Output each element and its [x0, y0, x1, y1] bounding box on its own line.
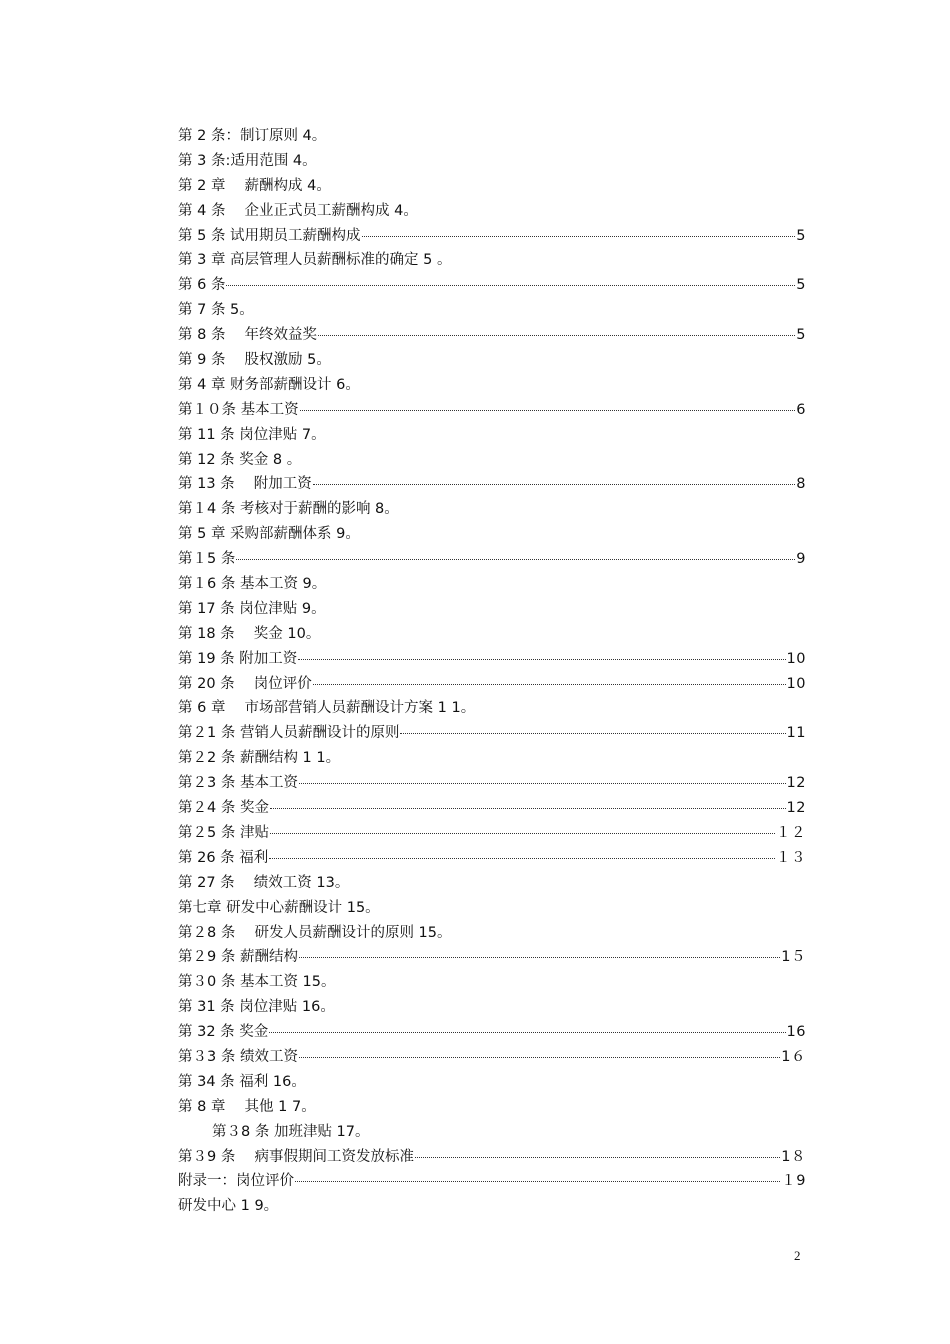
dot-leader [270, 807, 786, 809]
toc-entry-text: 附录一：岗位评价 [178, 1173, 294, 1190]
toc-entry[interactable] [178, 771, 806, 796]
toc-entry-text: 第１０条 基本工资 [178, 401, 299, 418]
toc-entry[interactable] [178, 423, 806, 448]
toc-entry[interactable] [178, 124, 806, 149]
toc-entry-page: １9 [781, 1173, 806, 1190]
toc-entry-page: 5 [796, 327, 806, 344]
toc-entry[interactable] [178, 273, 806, 298]
toc-entry[interactable] [178, 970, 806, 995]
toc-entry-text: 第 17 条 岗位津贴 9。 [178, 600, 326, 617]
toc-entry-text: 第 18 条 奖金 10。 [178, 625, 321, 642]
page-number: 2 [794, 1248, 801, 1263]
toc-entry-text: 第２2 条 薪酬结构 1 1。 [178, 750, 341, 767]
toc-entry-text: 第 34 条 福利 16。 [178, 1073, 306, 1090]
toc-entry-text: 第 13 条 附加工资 [178, 476, 312, 493]
toc-entry-text: 第 20 条 岗位评价 [178, 675, 312, 692]
toc-entry-text: 第 7 条 5。 [178, 302, 254, 319]
toc-entry-text: 第 2 章 薪酬构成 4。 [178, 177, 331, 194]
dot-leader [226, 284, 795, 286]
toc-entry-page: 8 [796, 476, 806, 493]
toc-entry[interactable] [178, 796, 806, 821]
toc-entry-text: 第 31 条 岗位津贴 16。 [178, 999, 335, 1016]
toc-entry-text: 第 5 条 试用期员工薪酬构成 [178, 227, 361, 244]
toc-entry[interactable] [178, 199, 806, 224]
toc-entry[interactable] [178, 1020, 806, 1045]
toc-entry-text: 第 12 条 奖金 8 。 [178, 451, 302, 468]
toc-entry-text: 第３3 条 绩效工资 [178, 1048, 298, 1065]
toc-entry[interactable] [178, 896, 806, 921]
dot-leader [300, 409, 796, 411]
dot-leader [415, 1156, 780, 1158]
toc-entry[interactable] [178, 945, 806, 970]
toc-entry[interactable] [178, 647, 806, 672]
toc-entry-text: 第 8 章 其他 1 7。 [178, 1098, 316, 1115]
toc-entry[interactable] [178, 721, 806, 746]
toc-entry-text: 第 26 条 福利 [178, 849, 269, 866]
toc-entry-text: 第 9 条 股权激励 5。 [178, 352, 331, 369]
toc-entry-text: 第３0 条 基本工资 15。 [178, 974, 336, 991]
dot-leader [298, 658, 785, 660]
toc-entry-text: 第２9 条 薪酬结构 [178, 949, 298, 966]
toc-entry-text: 第１4 条 考核对于薪酬的影响 8。 [178, 501, 399, 518]
toc-entry[interactable] [178, 248, 806, 273]
toc-entry[interactable] [178, 547, 806, 572]
toc-entry-page: 6 [796, 401, 806, 418]
toc-entry-text: 第 8 条 年终效益奖 [178, 327, 318, 344]
dot-leader [313, 483, 795, 485]
dot-leader [362, 235, 796, 237]
toc-entry-text: 第 3 章 高层管理人员薪酬标准的确定 5 。 [178, 252, 452, 269]
toc-entry-text: 第２5 条 津贴 [178, 824, 269, 841]
toc-entry[interactable] [178, 448, 806, 473]
toc-entry[interactable] [178, 672, 806, 697]
toc-entry[interactable] [178, 746, 806, 771]
toc-entry-text: 第 11 条 岗位津贴 7。 [178, 426, 326, 443]
toc-entry[interactable] [178, 348, 806, 373]
toc-entry[interactable] [178, 846, 806, 871]
toc-entry[interactable] [178, 174, 806, 199]
dot-leader [269, 857, 775, 859]
toc-entry-text: 第２1 条 营销人员薪酬设计的原则 [178, 725, 400, 742]
toc-entry[interactable] [178, 1045, 806, 1070]
dot-leader [313, 683, 786, 685]
toc-entry[interactable] [178, 472, 806, 497]
toc-entry-page: 12 [786, 775, 806, 792]
toc-entry[interactable] [178, 1145, 806, 1170]
toc-entry-text: 第 32 条 奖金 [178, 1024, 269, 1041]
table-of-contents [178, 124, 806, 1219]
toc-entry-page: 1５ [781, 949, 806, 966]
toc-entry-page: 1６ [781, 1048, 806, 1065]
toc-entry[interactable] [178, 921, 806, 946]
toc-entry-text: 第 5 章 采购部薪酬体系 9。 [178, 526, 360, 543]
toc-entry-page: 5 [796, 227, 806, 244]
dot-leader [400, 732, 785, 734]
toc-entry-text: 第 6 条 [178, 277, 226, 294]
toc-entry-text: 第七章 研发中心薪酬设计 15。 [178, 899, 380, 916]
toc-entry[interactable] [178, 597, 806, 622]
toc-entry-page: １２ [776, 824, 806, 841]
toc-entry-text: 第 3 条:适用范围 4。 [178, 152, 317, 169]
toc-entry[interactable] [178, 323, 806, 348]
toc-entry[interactable] [178, 224, 806, 249]
toc-entry-text: 第 4 条 企业正式员工薪酬构成 4。 [178, 202, 418, 219]
toc-entry[interactable] [178, 398, 806, 423]
dot-leader [236, 558, 795, 560]
toc-entry[interactable] [178, 497, 806, 522]
toc-entry-text: 第３9 条 病事假期间工资发放标准 [178, 1148, 414, 1165]
toc-entry-page: 9 [796, 551, 806, 568]
toc-entry[interactable] [178, 622, 806, 647]
toc-entry-text: 第３8 条 加班津贴 17。 [212, 1123, 370, 1140]
dot-leader [299, 782, 786, 784]
toc-entry-text: 第２3 条 基本工资 [178, 775, 298, 792]
toc-entry-text: 第２4 条 奖金 [178, 800, 269, 817]
toc-entry[interactable] [178, 1095, 806, 1120]
toc-entry-page: 10 [786, 675, 806, 692]
toc-entry[interactable] [178, 1120, 806, 1145]
toc-entry-text: 第 19 条 附加工资 [178, 650, 298, 667]
dot-leader [270, 832, 775, 834]
toc-entry[interactable] [178, 149, 806, 174]
toc-entry-text: 第 27 条 绩效工资 13。 [178, 874, 350, 891]
toc-entry[interactable] [178, 572, 806, 597]
toc-entry-page: 16 [786, 1024, 806, 1041]
toc-entry[interactable] [178, 871, 806, 896]
dot-leader [269, 1031, 785, 1033]
toc-entry-text: 第 4 章 财务部薪酬设计 6。 [178, 376, 360, 393]
toc-entry-text: 研发中心 1 9。 [178, 1198, 279, 1215]
toc-entry-page: 10 [786, 650, 806, 667]
toc-entry-page: 11 [786, 725, 806, 742]
toc-entry[interactable] [178, 522, 806, 547]
toc-entry[interactable] [178, 298, 806, 323]
toc-entry[interactable] [178, 1070, 806, 1095]
dot-leader [299, 956, 780, 958]
dot-leader [299, 1056, 780, 1058]
toc-entry[interactable] [178, 821, 806, 846]
toc-entry-text: 第 6 章 市场部营销人员薪酬设计方案 1 1。 [178, 700, 476, 717]
toc-entry-text: 第 2 条：制订原则 4。 [178, 128, 327, 144]
toc-entry-text: 第１6 条 基本工资 9。 [178, 576, 327, 593]
dot-leader [318, 334, 795, 336]
toc-entry-page: 5 [796, 277, 806, 294]
toc-entry[interactable] [178, 1169, 806, 1194]
toc-entry-text: 第１5 条 [178, 551, 236, 568]
toc-entry-page: 1８ [781, 1148, 806, 1165]
toc-entry[interactable] [178, 1194, 806, 1219]
toc-entry[interactable] [178, 995, 806, 1020]
toc-entry-text: 第２8 条 研发人员薪酬设计的原则 15。 [178, 924, 452, 941]
toc-entry-page: 12 [786, 800, 806, 817]
toc-entry-page: １３ [776, 849, 806, 866]
toc-entry[interactable] [178, 373, 806, 398]
dot-leader [295, 1180, 780, 1182]
toc-entry[interactable] [178, 696, 806, 721]
